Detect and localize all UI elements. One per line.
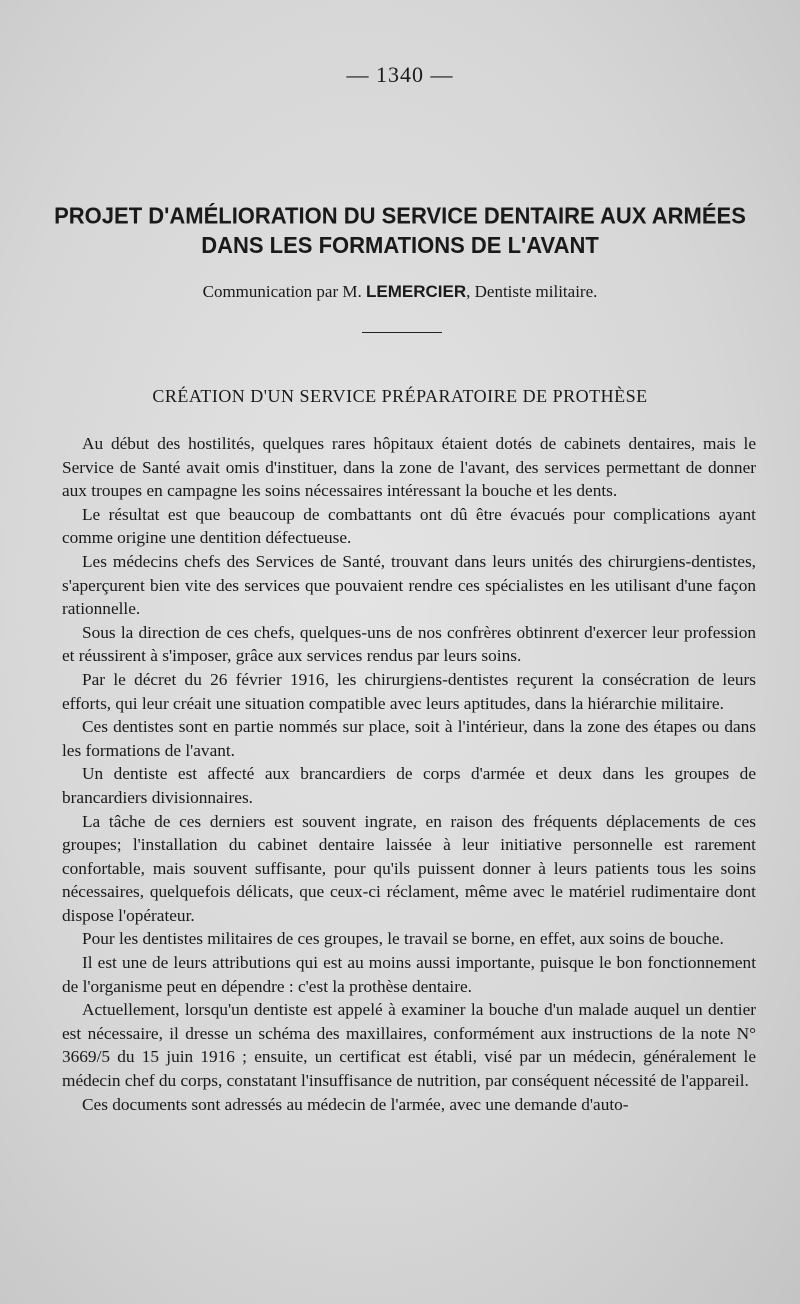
paragraph: Les médecins chefs des Services de Santé, trouvant dans leurs unités des chirurgiens-dentistes, s'aperçurent bien vite des services que pouvaient rendre ces spécialistes en les utilisant d'une façon rationnelle. [62, 551, 756, 619]
byline-suffix: , Dentiste militaire. [466, 282, 598, 301]
paragraph: Sous la direction de ces chefs, quelques-uns de nos confrères obtinrent d'exercer leur profession et réussirent à s'imposer, grâce aux services rendus par leurs soins. [62, 622, 756, 666]
paragraph: Le résultat est que beaucoup de combattants ont dû être évacués pour complications ayant comme origine une dentition défectueuse. [62, 504, 756, 548]
paragraph: Un dentiste est affecté aux brancardiers de corps d'armée et deux dans les groupes de brancardiers divisionnaires. [62, 764, 756, 807]
paragraph: Au début des hostilités, quelques rares hôpitaux étaient dotés de cabinets dentaires, mais le Service de Santé avait omis d'instituer, dans la zone de l'avant, des services permettant de donner aux troupes en campagne les soins nécessaires intéressant la bouche et les dents. [62, 434, 756, 501]
body-text [62, 432, 756, 1116]
paragraph: Ces dentistes sont en partie nommés sur place, soit à l'intérieur, dans la zone des étapes ou dans les formations de l'avant. [62, 717, 756, 760]
paragraph: Ces documents sont adressés au médecin de l'armée, avec une demande d'auto- [82, 1094, 629, 1114]
paragraph: La tâche de ces derniers est souvent ingrate, en raison des fréquents déplacements de ces groupes; l'installation du cabinet dentaire laissée à leur initiative personnelle est rarement confortable, mais souvent suffisante, pour qu'ils puissent donner à leurs patients tous les soins nécessaires, quelquefois délicats, que ceux-ci réclament, même avec le matériel rudimentaire dont dispose l'opérateur. [62, 811, 756, 925]
section-title: CRÉATION D'UN SERVICE PRÉPARATOIRE DE PROTHÈSE [152, 386, 648, 406]
title-line-1: PROJET D'AMÉLIORATION DU SERVICE DENTAIRE AUX ARMÉES [54, 202, 746, 229]
byline-author: LEMERCIER [366, 282, 467, 301]
byline-prefix: Communication par M. [202, 282, 366, 301]
byline [0, 282, 800, 302]
page-number: — 1340 — [346, 62, 454, 87]
paragraph: Par le décret du 26 février 1916, les chirurgiens-dentistes reçurent la consécration de leurs efforts, qui leur créait une situation compatible avec leurs aptitudes, dans la hiérarchie militaire. [62, 669, 756, 713]
paragraph: Il est une de leurs attributions qui est au moins aussi importante, puisque le bon fonctionnement de l'organisme peut en dépendre : c'est la prothèse dentaire. [62, 953, 756, 996]
article-title [30, 202, 770, 261]
title-line-2: DANS LES FORMATIONS DE L'AVANT [201, 232, 599, 259]
paragraph: Actuellement, lorsqu'un dentiste est appelé à examiner la bouche d'un malade auquel un dentier est nécessaire, il dresse un schéma des maxillaires, conformément aux instructions de la note N° 3669/5 du 15 juin 1916 ; ensuite, un certificat est établi, visé par un médecin, généralement le médecin chef du corps, constatant l'insuffisance de nutrition, par conséquent nécessité de l'appareil. [62, 1000, 756, 1091]
separator-rule [362, 332, 442, 333]
paragraph: Pour les dentistes militaires de ces groupes, le travail se borne, en effet, aux soins de bouche. [82, 929, 724, 949]
